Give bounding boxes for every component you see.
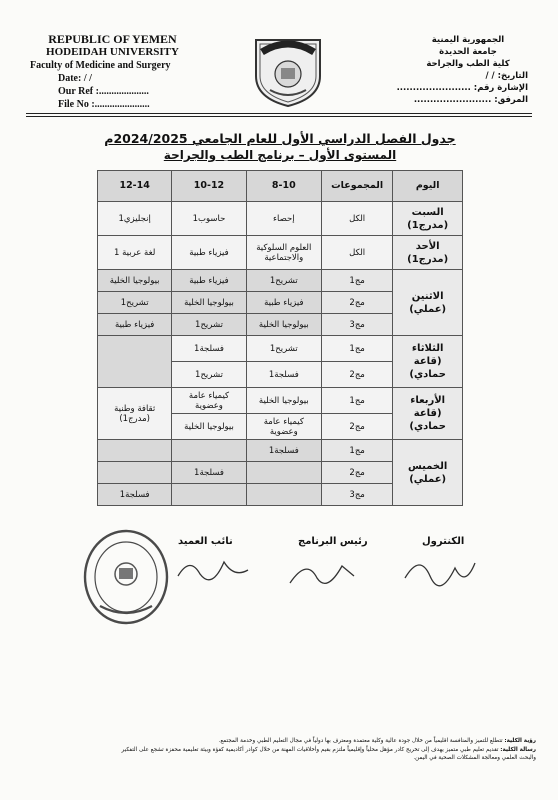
header-ref-ar: الإشارة رقم: ....................... [396,83,528,93]
group-cell: مج2 [321,462,392,484]
table-row [98,236,463,270]
course-cell: فسلجة1 [172,336,246,362]
faculty-stamp-icon [82,528,170,626]
table-header-row [98,171,463,202]
course-cell: ثقافة وطنية (مدرج1) [98,388,172,440]
day-name: الأحد [415,240,440,252]
course-cell: فسلجة1 [246,440,321,462]
course-cell: تشريح1 [246,270,321,292]
course-cell: تشريح1 [172,314,246,336]
day-room: (عملي) [409,473,447,485]
schedule-table-wrapper [97,170,463,506]
course-cell: إحصاء [246,202,321,236]
header-english [30,32,195,111]
group-cell: مج1 [321,388,392,414]
course-cell: فسلجة1 [172,462,246,484]
footer-mission-text: تقديم تعليم طبي متميز يهدف إلى تخريج كادر مؤهل محلياً وإقليمياً ملتزم بقيم وأخلاقيات المهنة من خلال كوادر أكاديمية كفؤة وبيئة تعليمية محفزة تشجع على التفكير [121,746,499,753]
day-wednesday [393,388,463,440]
header-country-en: REPUBLIC OF YEMEN [48,32,177,46]
course-cell [246,462,321,484]
course-cell [172,484,246,506]
course-cell: فيزياء طبية [172,270,246,292]
footer-mission-label: رسالة الكلية: [500,746,536,753]
program-head-signature-icon [282,548,362,598]
day-room: (قاعة حمادي) [409,408,446,432]
course-cell: فيزياء طبية [246,292,321,314]
group-cell: مج2 [321,292,392,314]
course-cell [98,440,172,462]
course-cell: العلوم السلوكية والاجتماعية [246,236,321,270]
day-saturday [393,202,463,236]
day-name: الثلاثاء [411,343,444,354]
header-ref-en: Our Ref :.................... [58,86,149,97]
header-file-en: File No :...................... [58,99,150,110]
course-cell: بيولوجيا الخلية [172,292,246,314]
table-row [98,440,463,462]
header-groups: المجموعات [321,171,392,202]
university-emblem-icon [250,30,326,108]
course-cell: إنجليزي1 [98,202,172,236]
group-cell: مج3 [321,484,392,506]
day-name: الاثنين [411,290,444,302]
course-cell: تشريح1 [98,292,172,314]
header-attach-ar: المرفق: ........................ [413,95,528,105]
day-room: (مدرج1) [407,253,449,265]
schedule-table [97,170,463,506]
course-cell: بيولوجيا الخلية [246,388,321,414]
header-university-ar: جامعة الحديدة [439,47,497,57]
day-monday [393,270,463,336]
course-cell: فسلجة1 [98,484,172,506]
header-faculty-ar: كلية الطب والجراحة [426,59,510,69]
course-cell: كيمياء عامة وعضوية [246,414,321,440]
header-date-ar: التاريخ: / / [485,71,528,81]
empty-cell [98,336,172,388]
signature-control-label: الكنترول [422,536,465,547]
day-sunday [393,236,463,270]
course-cell: فيزياء طبية [98,314,172,336]
group-cell: مج1 [321,270,392,292]
footer-vision-label: رؤية الكلية: [504,738,536,744]
course-cell: بيولوجيا الخلية [246,314,321,336]
day-room: (عملي) [409,303,447,315]
header-date-en: Date: / / [58,73,92,84]
footer-vision [30,737,536,746]
header-faculty-en: Faculty of Medicine and Surgery [30,60,171,71]
day-name: الأربعاء [410,395,446,406]
header-country-ar: الجمهورية اليمنية [431,35,505,45]
header-slot-3: 12-14 [98,171,172,202]
footer [30,737,536,763]
group-cell: الكل [321,236,392,270]
course-cell: لغة عربية 1 [98,236,172,270]
group-cell: مج2 [321,362,392,388]
header-divider-thin [26,116,532,117]
signature-deputy-dean-label: نائب العميد [178,536,233,547]
day-name: السبت [411,206,444,218]
schedule-title: جدول الفصل الدراسي الأول للعام الجامعي 2024/2025م [104,131,456,146]
table-row [98,270,463,292]
day-room: (مدرج1) [407,219,449,231]
course-cell: بيولوجيا الخلية [98,270,172,292]
header-arabic [396,34,528,106]
course-cell: كيمياء عامة وعضوية [172,388,246,414]
course-cell [98,462,172,484]
course-cell: تشريح1 [172,362,246,388]
course-cell: فسلجة1 [246,362,321,388]
day-room: (قاعة حمادي) [409,356,446,380]
footer-vision-text: تتطلع للتميز والمنافسة اقليمياً من خلال جودة عالية وكلية معتمدة ومعترف بها دولياً في مجال التعليم الطبي وخدمة المجتمع. [218,738,503,744]
course-cell: فيزياء طبية [172,236,246,270]
group-cell: مج1 [321,440,392,462]
header-divider [26,113,532,114]
group-cell: مج2 [321,414,392,440]
course-cell: حاسوب1 [172,202,246,236]
header-day: اليوم [393,171,463,202]
course-cell: بيولوجيا الخلية [172,414,246,440]
schedule-subtitle: المستوى الأول – برنامج الطب والجراحة [163,148,397,162]
footer-extra: والبحث العلمي ومعالجة المشكلات الصحية في اليمن. [413,755,536,761]
group-cell: مج1 [321,336,392,362]
header-slot-1: 8-10 [246,171,321,202]
group-cell: مج3 [321,314,392,336]
table-row [98,336,463,362]
control-signature-icon [400,548,480,598]
day-tuesday [393,336,463,388]
header-slot-2: 10-12 [172,171,246,202]
table-row [98,202,463,236]
course-cell [172,440,246,462]
day-name: الخميس [408,460,448,472]
deputy-dean-signature-icon [172,548,252,598]
day-thursday [393,440,463,506]
table-row [98,388,463,414]
footer-mission [30,746,536,755]
signature-program-head-label: رئيس البرنامج [298,536,368,547]
group-cell: الكل [321,202,392,236]
header-university-en: HODEIDAH UNIVERSITY [46,46,179,58]
course-cell [246,484,321,506]
course-cell: تشريح1 [246,336,321,362]
